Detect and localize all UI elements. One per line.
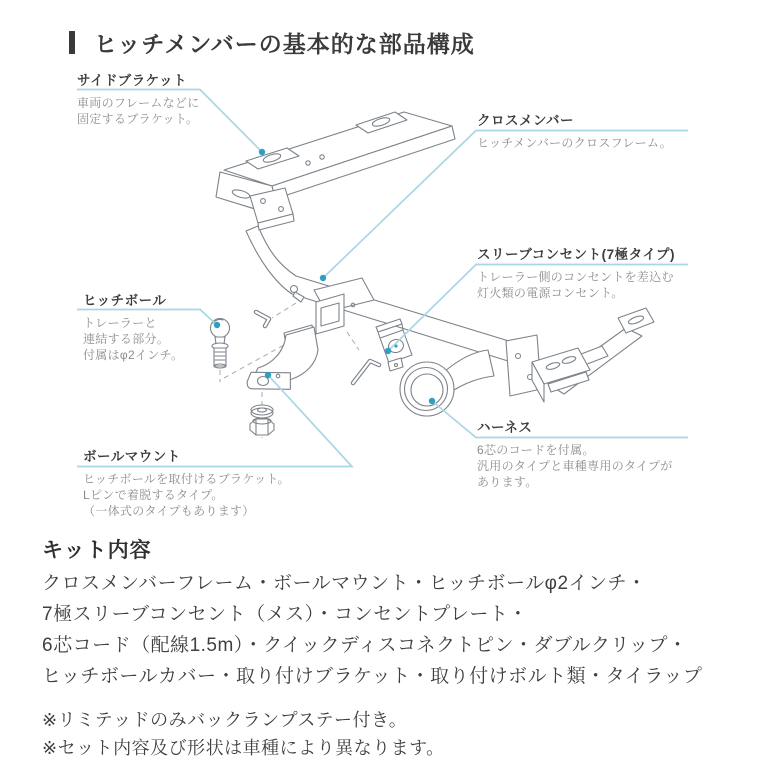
label-desc-line: 連結する部分。	[83, 332, 170, 346]
label-desc-line: ヒッチメンバーのクロスフレーム。	[477, 136, 673, 150]
label-title: ヒッチボール	[83, 293, 167, 308]
label-title: クロスメンバー	[477, 113, 575, 128]
kit-line: クロスメンバーフレーム・ボールマウント・ヒッチボールφ2インチ・	[42, 573, 647, 594]
page-title: ヒッチメンバーの基本的な部品構成	[94, 31, 475, 57]
washer-part	[251, 405, 273, 418]
kit-heading: キット内容	[42, 539, 152, 562]
label-title: サイドブラケット	[77, 73, 187, 88]
label-ball-mount	[83, 448, 290, 519]
label-hitch-ball	[83, 292, 183, 363]
right-side-bracket-part	[532, 308, 654, 402]
kit-line: ヒッチボールカバー・取り付けブラケット・取り付けボルト類・タイラップ	[42, 666, 703, 687]
l-rod-part	[353, 361, 379, 383]
label-desc-line: 灯火類の電源コンセント。	[477, 286, 624, 300]
label-desc-line: 付属はφ2インチ。	[83, 348, 184, 362]
label-desc-line: 汎用のタイプと車種専用のタイプが	[477, 459, 673, 473]
label-desc-line: トレーラー側のコンセントを差込む	[477, 270, 674, 284]
label-desc-line: 固定するブラケット。	[77, 112, 199, 126]
ball-mount-part	[245, 325, 318, 399]
label-title: ボールマウント	[83, 449, 181, 464]
label-desc-line: トレーラーと	[83, 316, 157, 330]
label-desc-line: あります。	[477, 475, 538, 489]
label-desc-line: （一体式のタイプもあります）	[83, 504, 255, 518]
kit-note: ※セット内容及び形状は車種により異なります。	[42, 738, 445, 758]
kit-line: 6芯コード（配線1.5m）・クイックディスコネクトピン・ダブルクリップ・	[42, 635, 688, 656]
label-harness	[477, 419, 673, 490]
label-desc-line: 6芯のコードを付属。	[477, 443, 595, 457]
l-pin-part	[256, 312, 269, 326]
kit-note: ※リミテッドのみバックランプステー付き。	[42, 710, 408, 730]
nut-part	[250, 418, 274, 435]
label-side-bracket	[77, 72, 200, 127]
label-title: スリーブコンセント(7極タイプ)	[477, 247, 675, 262]
label-desc-line: 車両のフレームなどに	[77, 96, 200, 110]
label-title: ハーネス	[477, 420, 533, 435]
harness-part	[400, 350, 494, 416]
kit-line: 7極スリーブコンセント（メス）・コンセントプレート・	[42, 604, 528, 625]
label-desc-line: ヒッチボールを取付けるブラケット。	[83, 472, 290, 486]
label-desc-line: Lピンで着脱するタイプ。	[83, 488, 224, 502]
label-cross-member	[477, 112, 672, 151]
label-sleeve-outlet	[477, 246, 675, 301]
